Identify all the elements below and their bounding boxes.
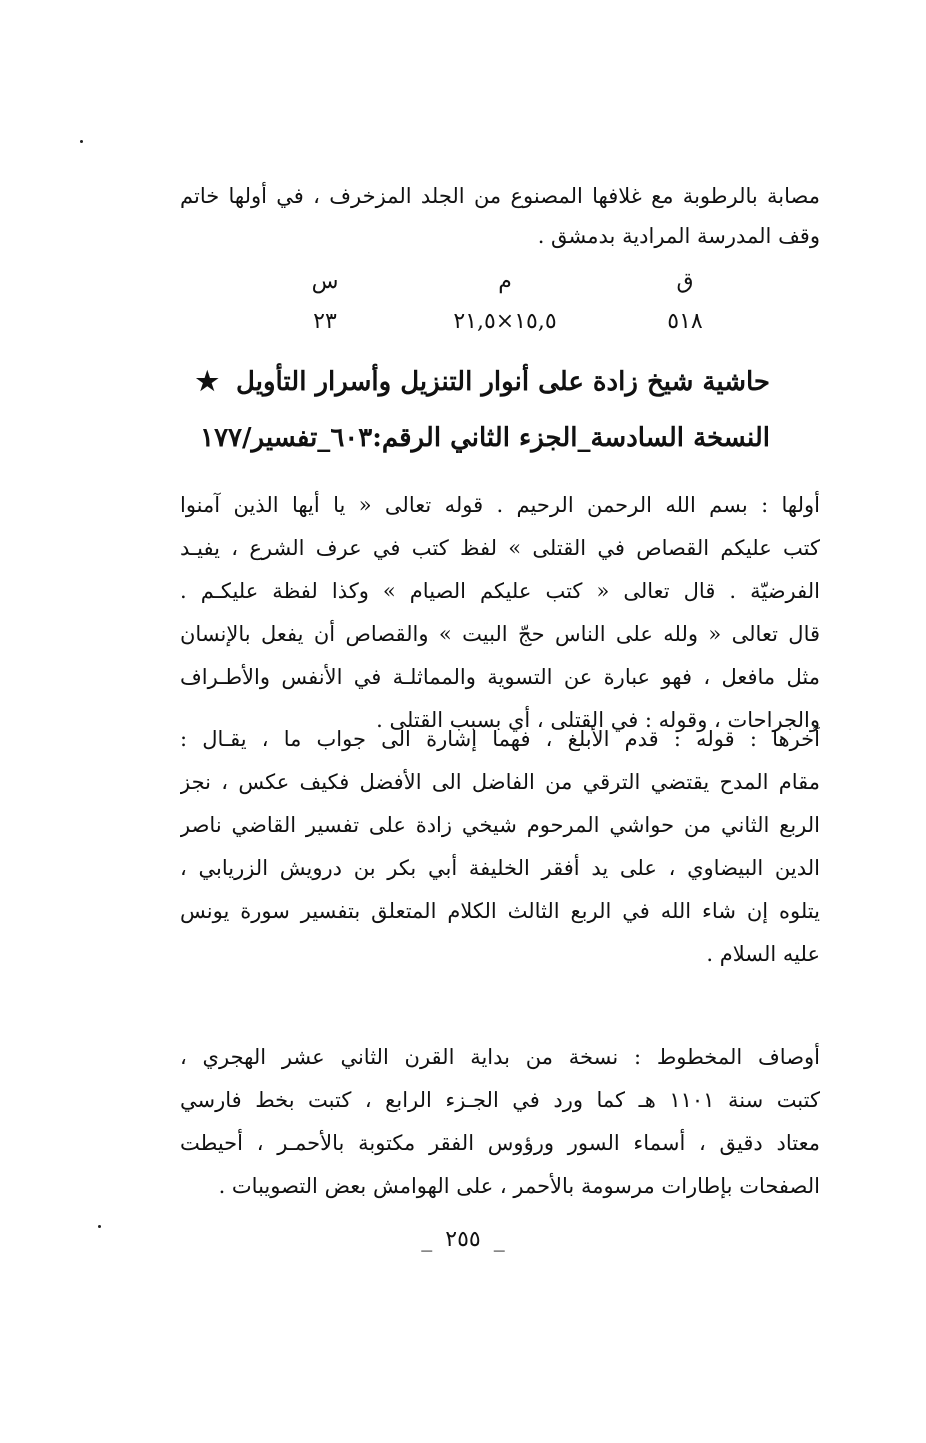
text-line: معتاد دقيق ، أسماء السور ورؤوس الفقر مكتوبة بالأحمـر ، أحيطت bbox=[180, 1131, 820, 1155]
text-line: مصابة بالرطوبة مع غلافها المصنوع من الجلد المزخرف ، في أولها خاتم bbox=[180, 184, 820, 208]
manuscript-copy-label bbox=[180, 418, 770, 458]
meta-value-row bbox=[270, 302, 740, 342]
meta-value-leaves: ٥١٨ bbox=[667, 309, 703, 334]
intro-paragraph bbox=[180, 176, 820, 256]
meta-value-lines: ٢٣ bbox=[313, 309, 337, 334]
page-number-value: ٢٥٥ bbox=[445, 1227, 481, 1252]
title-text: حاشية شيخ زادة على أنوار التنزيل وأسرار التأويل bbox=[236, 367, 770, 397]
description-paragraph bbox=[180, 1036, 820, 1208]
scan-speck bbox=[80, 140, 83, 143]
text-line: كتب عليكم القصاص في القتلى » لفظ كتب في عرف الشرع ، يفيـد bbox=[180, 536, 820, 560]
text-line: الربع الثاني من حواشي المرحوم شيخي زادة على تفسير القاضي ناصر bbox=[180, 813, 820, 837]
page-number-dash: _ bbox=[421, 1227, 433, 1252]
meta-header-m: م bbox=[498, 269, 512, 294]
text-line: يتلوه إن شاء الله في الربع الثالث الكلام المتعلق بتفسير سورة يونس bbox=[180, 899, 820, 923]
meta-header-s: س bbox=[311, 269, 339, 294]
text-line: أولها : بسم الله الرحمن الرحيم . قوله تعالى « يا أيها الذين آمنوا bbox=[180, 493, 820, 517]
text-line: قال تعالى « ولله على الناس حجّ البيت » والقصاص أن يفعل بالإنسان bbox=[180, 622, 820, 646]
page-number-dash: _ bbox=[493, 1227, 505, 1252]
text-line: والجراحات ، وقوله : في القتلى ، أي بسبب القتلى . bbox=[376, 708, 820, 732]
scan-speck bbox=[98, 1225, 101, 1228]
page-number bbox=[0, 1222, 926, 1258]
text-line: الفرضيّة . قال تعالى « كتب عليكم الصيام » وكذا لفظة عليكـم . bbox=[180, 579, 820, 603]
text-line: وقف المدرسة المرادية بدمشق . bbox=[537, 224, 820, 248]
incipit-paragraph bbox=[180, 484, 820, 742]
text-line: كتبت سنة ١١٠١ هـ كما ورد في الجـزء الرابع ، كتبت بخط فارسي bbox=[180, 1088, 820, 1112]
text-line: مقام المدح يقتضي الترقي من الفاضل الى الأفضل فكيف عكس ، نجز bbox=[180, 770, 820, 794]
manuscript-title bbox=[180, 362, 770, 402]
text-line: أوصاف المخطوط : نسخة من بداية القرن الثاني عشر الهجري ، bbox=[180, 1045, 820, 1069]
text-line: آخرها : قوله : قدم الأبلغ ، فهما إشارة الى جواب ما ، يقـال : bbox=[180, 727, 820, 751]
text-line: الصفحات بإطارات مرسومة بالأحمر ، على الهوامش بعض التصويبات . bbox=[218, 1174, 820, 1198]
explicit-paragraph bbox=[180, 718, 820, 976]
text-line: مثل مافعل ، فهو عبارة عن التسوية والمماثلـة في الأنفس والأطـراف bbox=[180, 665, 820, 689]
text-line: عليه السلام . bbox=[706, 942, 820, 966]
meta-value-dimensions: ١٥,٥×٢١,٥ bbox=[453, 309, 557, 334]
meta-header-row bbox=[270, 262, 740, 302]
text-line: الدين البيضاوي ، على يد أفقر الخليفة أبي بكر بن درويش الزريابي ، bbox=[180, 856, 820, 880]
star-icon: ★ bbox=[195, 367, 219, 397]
meta-header-q: ق bbox=[676, 269, 694, 294]
manuscript-meta-table bbox=[270, 262, 740, 342]
copy-label-text: النسخة السادسة_الجزء الثاني الرقم:٦٠٣_تفسير/١٧٧ bbox=[200, 423, 770, 453]
